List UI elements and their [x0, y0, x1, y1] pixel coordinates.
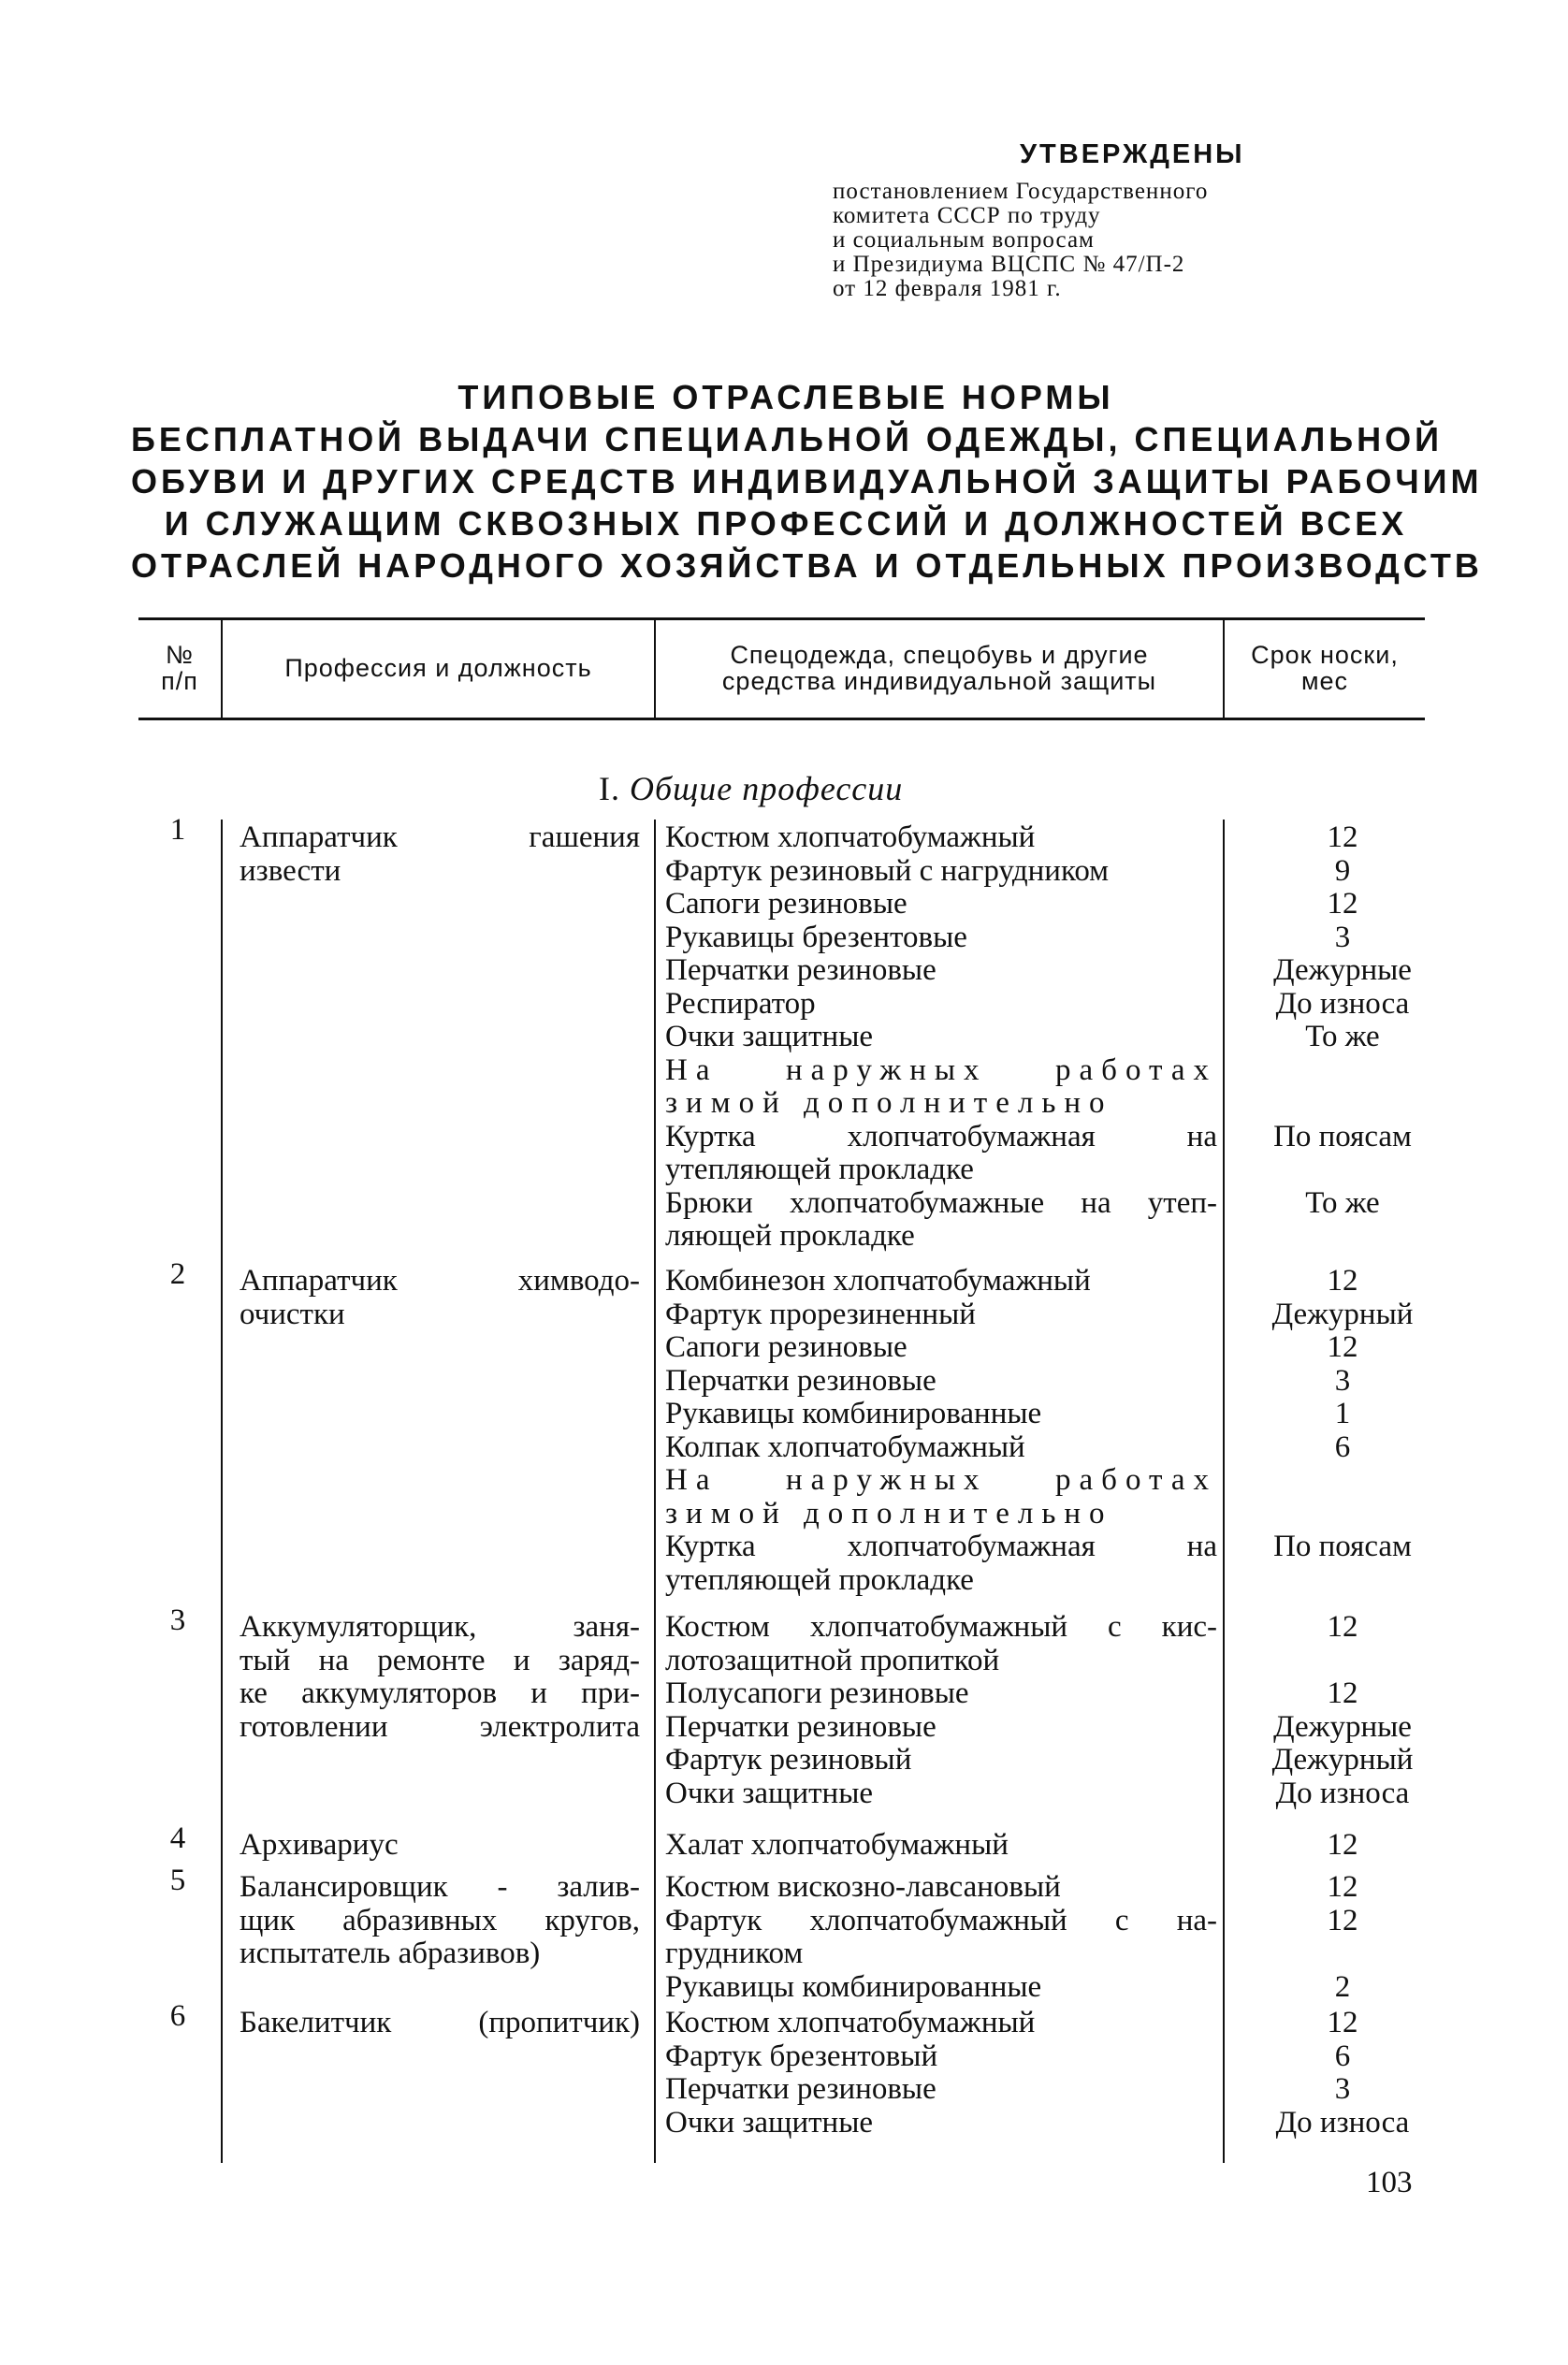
- equipment-line: Очки защитные: [665, 2105, 874, 2140]
- equipment-line: Фартук брезентовый: [665, 2039, 938, 2073]
- term-value: 3: [1334, 2072, 1351, 2106]
- term-cell: [1235, 2007, 1450, 2140]
- equipment-line: Куртка хлопчатобумажная на: [665, 1530, 1217, 1563]
- approval-line: и Президиума ВЦСПС № 47/П-2: [833, 252, 1185, 277]
- profession-line: ке аккумуляторов и при-: [240, 1676, 640, 1710]
- row-number-text: 3: [169, 1603, 186, 1637]
- profession-cell: [240, 1265, 640, 1331]
- equipment-line: Перчатки резиновые: [665, 2072, 936, 2106]
- equipment-line: грудником: [665, 1937, 804, 1970]
- equipment-line: Полусапоги резиновые: [665, 1676, 969, 1710]
- row-number: [159, 1604, 196, 1638]
- equipment-line: лотозащитной пропиткой: [665, 1643, 1000, 1677]
- equipment-subheading: На наружных работах: [665, 1463, 1217, 1497]
- equipment-line: Халат хлопчатобумажный: [665, 1828, 1009, 1862]
- equipment-line: Костюм вискозно-лавсановый: [665, 1870, 1061, 1904]
- equipment-subheading: зимой дополнительно: [665, 1086, 1113, 1120]
- header-profession: [223, 629, 654, 707]
- header-profession-label: Профессия и должность: [284, 654, 592, 682]
- row-number-text: 5: [169, 1864, 186, 1897]
- title-line: ОБУВИ И ДРУГИХ СРЕДСТВ ИНДИВИДУАЛЬНОЙ ЗАЩИТЫ РАБОЧИМ: [131, 462, 1483, 501]
- profession-line: извести: [240, 853, 341, 888]
- equipment-line: Фартук прорезиненный: [665, 1297, 976, 1331]
- term-value: То же: [1305, 1020, 1380, 1053]
- equipment-cell: [665, 1611, 1217, 1810]
- section-number: I.: [599, 770, 620, 807]
- profession-line: Бакелитчик (пропитчик): [240, 2006, 640, 2039]
- equipment-subheading: зимой дополнительно: [665, 1496, 1113, 1531]
- term-value: [1235, 1087, 1450, 1121]
- equipment-line: Перчатки резиновые: [665, 1363, 936, 1398]
- equipment-cell: [665, 2007, 1217, 2140]
- term-cell: [1235, 1611, 1450, 1810]
- equipment-line: Очки защитные: [665, 1020, 874, 1053]
- document-title: [131, 376, 1483, 587]
- term-value: 12: [1327, 1610, 1358, 1644]
- equipment-line: Фартук резиновый: [665, 1743, 912, 1777]
- row-number: [159, 1864, 196, 1898]
- header-term-line: Срок носки,: [1251, 641, 1399, 669]
- equipment-line: Рукавицы комбинированные: [665, 1397, 1042, 1430]
- row-number-text: 1: [169, 813, 186, 847]
- term-value: Дежурные: [1273, 1709, 1412, 1744]
- term-value: 9: [1334, 853, 1351, 888]
- term-value: 12: [1327, 1330, 1358, 1364]
- equipment-line: утепляющей прокладке: [665, 1562, 974, 1597]
- equipment-line: Перчатки резиновые: [665, 953, 936, 987]
- approval-line: от 12 февраля 1981 г.: [833, 276, 1062, 301]
- equipment-line: Сапоги резиновые: [665, 1330, 907, 1364]
- term-value: 12: [1327, 887, 1358, 921]
- equipment-line: Фартук хлопчатобумажный с на-: [665, 1903, 1217, 1937]
- row-number: [159, 2000, 196, 2034]
- term-value: До износа: [1275, 986, 1410, 1021]
- approval-title: УТВЕРЖДЕНЫ: [1020, 139, 1245, 169]
- term-value: 12: [1327, 1828, 1358, 1862]
- term-value: [1235, 1498, 1450, 1531]
- term-value: 6: [1334, 1429, 1351, 1464]
- term-value: 12: [1327, 1903, 1358, 1937]
- profession-line: Аппаратчик гашения: [240, 820, 640, 854]
- title-line: ТИПОВЫЕ ОТРАСЛЕВЫЕ НОРМЫ: [457, 378, 1114, 416]
- term-value: 3: [1334, 1363, 1351, 1398]
- equipment-line: Костюм хлопчатобумажный: [665, 820, 1036, 854]
- term-value: Дежурные: [1273, 953, 1412, 987]
- header-number: [138, 629, 221, 707]
- table-top-rule: [138, 617, 1425, 620]
- profession-line: щик абразивных кругов,: [240, 1903, 640, 1937]
- term-value: До износа: [1275, 2105, 1410, 2140]
- term-cell: [1235, 1871, 1450, 2004]
- page-number: 103: [1366, 2166, 1413, 2199]
- header-equipment-line: Спецодежда, спецобувь и другие: [730, 641, 1149, 669]
- row-number: [159, 1258, 196, 1292]
- body-divider: [221, 820, 223, 2163]
- body-divider: [1223, 820, 1225, 2163]
- term-value: [1235, 1937, 1450, 1971]
- profession-line: Аккумуляторщик, заня-: [240, 1610, 640, 1644]
- term-value: 12: [1327, 820, 1358, 854]
- term-value: 3: [1334, 920, 1351, 954]
- equipment-line: Брюки хлопчатобумажные на утеп-: [665, 1185, 1217, 1220]
- equipment-line: Перчатки резиновые: [665, 1709, 936, 1744]
- section-heading: [599, 769, 903, 808]
- profession-cell: [240, 1829, 640, 1863]
- equipment-line: Костюм хлопчатобумажный: [665, 2006, 1036, 2039]
- term-value: 12: [1327, 1870, 1358, 1904]
- term-value: 12: [1327, 1676, 1358, 1710]
- term-value: 12: [1327, 2006, 1358, 2039]
- profession-cell: [240, 821, 640, 888]
- equipment-cell: [665, 1871, 1217, 2004]
- profession-line: очистки: [240, 1297, 345, 1331]
- header-number-symbol: №: [166, 641, 194, 669]
- equipment-line: Респиратор: [665, 986, 816, 1021]
- term-value: До износа: [1275, 1776, 1410, 1810]
- equipment-line: ляющей прокладке: [665, 1219, 915, 1253]
- profession-line: Архивариус: [240, 1828, 399, 1862]
- term-value: Дежурный: [1271, 1743, 1414, 1777]
- equipment-cell: [665, 1829, 1217, 1863]
- header-bottom-rule: [138, 718, 1425, 720]
- equipment-subheading: На наружных работах: [665, 1052, 1217, 1087]
- term-value: 6: [1334, 2039, 1351, 2073]
- header-equipment-line: средства индивидуальной защиты: [721, 667, 1157, 695]
- row-number: [159, 1822, 196, 1856]
- row-number-text: 4: [169, 1821, 186, 1855]
- equipment-line: Комбинезон хлопчатобумажный: [665, 1264, 1091, 1298]
- equipment-cell: [665, 821, 1217, 1254]
- term-value: То же: [1305, 1185, 1380, 1220]
- term-value: [1235, 1054, 1450, 1088]
- equipment-line: Рукавицы брезентовые: [665, 920, 967, 954]
- profession-line: Балансировщик - залив-: [240, 1870, 640, 1904]
- header-equipment: [656, 629, 1223, 707]
- term-value: 1: [1334, 1397, 1351, 1430]
- equipment-line: Рукавицы комбинированные: [665, 1969, 1042, 2004]
- term-cell: [1235, 1829, 1450, 1863]
- term-value: 12: [1327, 1264, 1358, 1298]
- body-divider: [654, 820, 656, 2163]
- profession-line: тый на ремонте и заряд-: [240, 1643, 640, 1677]
- header-term: [1225, 629, 1425, 707]
- profession-line: испытатель абразивов): [240, 1937, 541, 1970]
- term-value: По поясам: [1273, 1119, 1412, 1153]
- profession-cell: [240, 1611, 640, 1744]
- profession-cell: [240, 1871, 640, 1971]
- row-number-text: 6: [169, 1999, 186, 2033]
- approval-line: комитета СССР по труду: [833, 203, 1101, 228]
- equipment-line: Очки защитные: [665, 1776, 874, 1810]
- term-cell: [1235, 1265, 1450, 1564]
- term-cell: [1235, 821, 1450, 1220]
- equipment-line: Фартук резиновый с нагрудником: [665, 853, 1110, 888]
- term-value: [1235, 1153, 1450, 1187]
- equipment-line: Колпак хлопчатобумажный: [665, 1429, 1025, 1464]
- term-value: По поясам: [1273, 1530, 1412, 1563]
- approval-line: и социальным вопросам: [833, 227, 1095, 253]
- equipment-line: Костюм хлопчатобумажный с кис-: [665, 1610, 1217, 1644]
- profession-line: готовлении электролита: [240, 1709, 640, 1744]
- term-value: [1235, 1464, 1450, 1498]
- profession-cell: [240, 2007, 640, 2040]
- equipment-line: утепляющей прокладке: [665, 1153, 974, 1186]
- approval-line: постановлением Государственного: [833, 179, 1209, 204]
- title-line: БЕСПЛАТНОЙ ВЫДАЧИ СПЕЦИАЛЬНОЙ ОДЕЖДЫ, СПЕЦИАЛЬНОЙ: [131, 420, 1444, 458]
- header-number-abbr: п/п: [161, 667, 198, 695]
- row-number-text: 2: [169, 1257, 186, 1291]
- title-line: ОТРАСЛЕЙ НАРОДНОГО ХОЗЯЙСТВА И ОТДЕЛЬНЫХ ПРОИЗВОДСТВ: [131, 546, 1483, 585]
- title-line: И СЛУЖАЩИМ СКВОЗНЫХ ПРОФЕССИЙ И ДОЛЖНОСТЕЙ ВСЕХ: [164, 504, 1408, 543]
- approval-block: [833, 139, 1319, 301]
- term-value: 2: [1334, 1969, 1351, 2004]
- section-title: Общие профессии: [630, 770, 904, 807]
- row-number: [159, 814, 196, 848]
- term-value: [1235, 1645, 1450, 1678]
- header-term-line: мес: [1300, 667, 1349, 695]
- equipment-cell: [665, 1265, 1217, 1597]
- equipment-line: Куртка хлопчатобумажная на: [665, 1119, 1217, 1153]
- equipment-line: Сапоги резиновые: [665, 887, 907, 921]
- term-value: Дежурный: [1271, 1297, 1414, 1331]
- profession-line: Аппаратчик химводо-: [240, 1264, 640, 1298]
